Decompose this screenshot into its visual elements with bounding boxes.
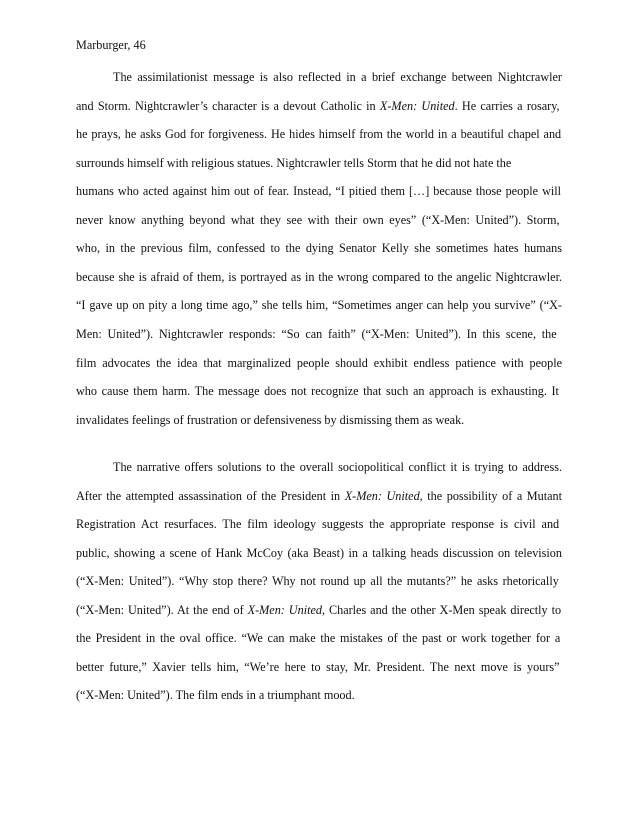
text-line: the President in the oval office. “We can make the mistakes of the past or work together for a: [76, 631, 561, 646]
text-line: film advocates the idea that marginalized people should exhibit endless patience with people: [76, 355, 562, 370]
text-line: surrounds himself with religious statues. Nightcrawler tells Storm that he did not hate the: [76, 155, 512, 170]
text-line: invalidates feelings of frustration or defensiveness by dismissing them as weak.: [76, 412, 465, 427]
text-line: humans who acted against him out of fear. Instead, “I pitied them […] because those people will: [76, 184, 562, 199]
text-line: who cause them harm. The message does not recognize that such an approach is exhausting. It: [76, 384, 559, 399]
text-line: (“X-Men: United”). “Why stop there? Why not round up all the mutants?” he asks rhetorically: [76, 574, 559, 589]
text-line: (“X-Men: United”). The film ends in a triumphant mood.: [76, 688, 355, 703]
italic-title: X-Men: United: [344, 488, 420, 503]
text-line: because she is afraid of them, is portrayed as in the wrong compared to the angelic Nightcrawler.: [76, 269, 562, 284]
text-line: The narrative offers solutions to the overall sociopolitical conflict it is trying to address.: [113, 460, 562, 474]
text-line: Men: United”). Nightcrawler responds: “So can faith” (“X-Men: United”). In this scene, the: [76, 326, 557, 341]
text-line: Registration Act resurfaces. The film ideology suggests the appropriate response is civil and: [76, 517, 560, 532]
text-line: who, in the previous film, confessed to the dying Senator Kelly she sometimes hates humans: [76, 241, 562, 256]
text-line: and Storm. Nightcrawler’s character is a devout Catholic in X-Men: United. He carries a rosary,: [76, 98, 560, 113]
text-line: (“X-Men: United”). At the end of X-Men: United, Charles and the other X-Men speak directly to: [76, 602, 562, 617]
text-line: never know anything beyond what they see with their own eyes” (“X-Men: United”). Storm,: [76, 212, 560, 227]
italic-title: X-Men: United: [247, 602, 322, 617]
italic-title: X-Men: United: [379, 98, 455, 113]
text-line: After the attempted assassination of the President in X-Men: United, the possibility of a Mutant: [76, 488, 562, 503]
text-line: The assimilationist message is also reflected in a brief exchange between Nightcrawler: [113, 70, 562, 84]
text-line: he prays, he asks God for forgiveness. He hides himself from the world in a beautiful chapel and: [76, 127, 562, 142]
text-line: public, showing a scene of Hank McCoy (aka Beast) in a talking heads discussion on television: [76, 545, 562, 560]
page-header: Marburger, 46: [76, 38, 146, 52]
text-line: better future,” Xavier tells him, “We’re here to stay, Mr. President. The next move is yours”: [76, 659, 560, 674]
text-line: “I gave up on pity a long time ago,” she tells him, “Sometimes anger can help you survive” (“X-: [76, 298, 562, 313]
